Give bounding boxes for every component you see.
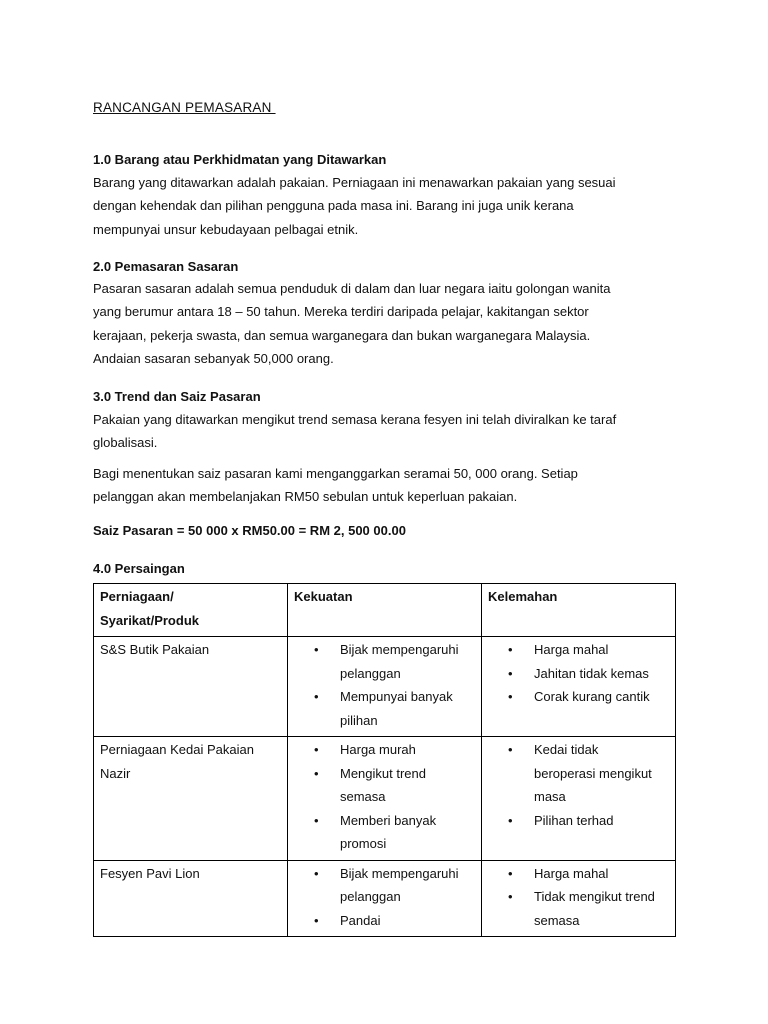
paragraph-line: pelanggan akan membelanjakan RM50 sebulan untuk keperluan pakaian. [93,489,518,505]
business-name: S&S Butik Pakaian [100,642,210,657]
section-2-heading: 2.0 Pemasaran Sasaran [93,259,239,274]
table-row [94,737,676,861]
market-size-formula: Saiz Pasaran = 50 000 x RM50.00 = RM 2, 500 00.00 [93,523,406,538]
paragraph-line: mempunyai unsur kebudayaan pelbagai etnik. [93,221,359,237]
list-item: • Memberi banyak promosi [314,809,475,856]
list-item: • Corak kurang cantik [508,685,669,709]
weaknesses-cell [482,860,676,937]
paragraph-line: Pakaian yang ditawarkan mengikut trend semasa kerana fesyen ini telah diviralkan ke taraf [93,412,617,427]
section-3-paragraph [93,408,683,455]
list-item: • Harga murah [314,738,475,762]
strengths-cell [288,637,482,737]
strengths-cell [288,737,482,861]
paragraph-line: dengan kehendak dan pilihan pengguna pada masa ini. Barang ini juga unik kerana [93,198,574,214]
paragraph-line: Barang yang ditawarkan adalah pakaian. Perniagaan ini menawarkan pakaian yang sesuai [93,175,616,190]
table-row [94,637,676,737]
section-1-paragraph [93,171,683,241]
section-3-paragraph-2 [93,462,683,509]
paragraph-line: yang berumur antara 18 – 50 tahun. Mereka terdiri daripada pelajar, kakitangan sektor [93,304,589,320]
strengths-cell [288,860,482,937]
section-3-heading: 3.0 Trend dan Saiz Pasaran [93,389,261,404]
list-item: • Harga mahal [508,638,669,662]
section-1-heading: 1.0 Barang atau Perkhidmatan yang Ditawarkan [93,152,387,167]
section-4-heading: 4.0 Persaingan [93,561,185,576]
header-strengths: Kekuatan [288,584,482,637]
business-name-line: Nazir [100,765,131,781]
table-header-row [94,584,676,637]
header-weaknesses: Kelemahan [482,584,676,637]
business-name-cell [94,737,288,861]
weaknesses-cell [482,737,676,861]
table-row [94,860,676,937]
list-item: • Mempunyai banyak pilihan [314,685,475,732]
business-name-line: Perniagaan Kedai Pakaian [100,742,254,757]
paragraph-line: Pasaran sasaran adalah semua penduduk di dalam dan luar negara iaitu golongan wanita [93,281,611,296]
business-name-cell [94,860,288,937]
list-item: • Bijak mempengaruhi pelanggan [314,638,475,685]
header-business-line: Syarikat/Produk [100,612,199,628]
paragraph-line: Andaian sasaran sebanyak 50,000 orang. [93,350,334,366]
list-item: • Mengikut trend semasa [314,762,475,809]
list-item: • Kedai tidak beroperasi mengikut masa [508,738,669,809]
document-title: RANCANGAN PEMASARAN [93,100,276,115]
header-business-line: Perniagaan/ [100,589,174,604]
paragraph-line: Bagi menentukan saiz pasaran kami menganggarkan seramai 50, 000 orang. Setiap [93,466,578,481]
paragraph-line: globalisasi. [93,435,158,451]
business-name: Fesyen Pavi Lion [100,865,200,881]
weaknesses-cell [482,637,676,737]
list-item: • Bijak mempengaruhi pelanggan [314,862,475,909]
header-business [94,584,288,637]
list-item: • Pilihan terhad [508,809,669,833]
section-2-paragraph [93,277,683,370]
paragraph-line: kerajaan, pekerja swasta, dan semua warganegara dan bukan warganegara Malaysia. [93,327,591,343]
list-item: • Jahitan tidak kemas [508,662,669,686]
list-item: • Harga mahal [508,862,669,886]
list-item: • Pandai [314,909,475,933]
competition-table [93,583,676,937]
business-name-cell [94,637,288,737]
list-item: • Tidak mengikut trend semasa [508,885,669,932]
